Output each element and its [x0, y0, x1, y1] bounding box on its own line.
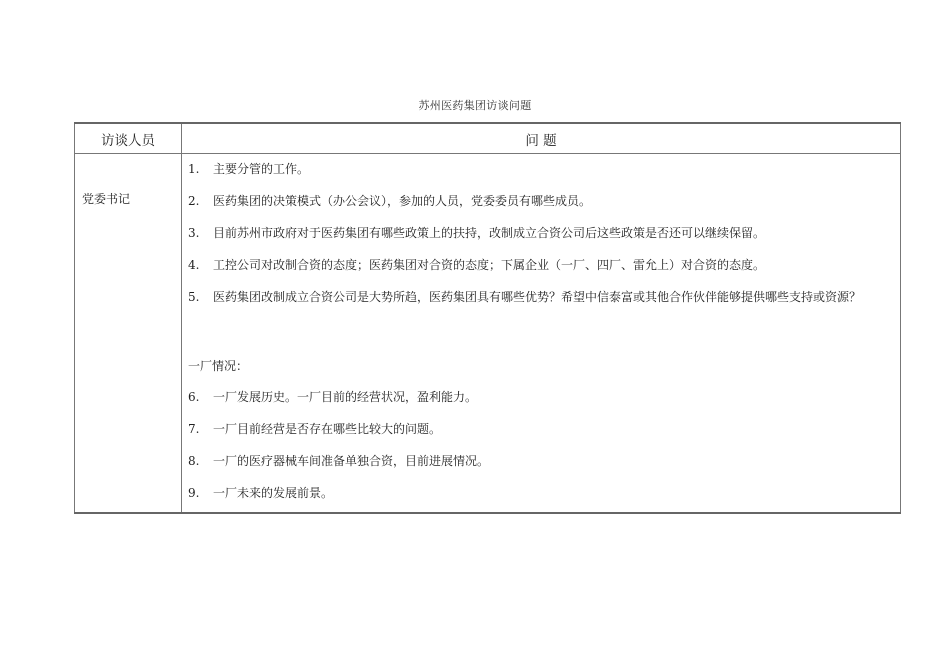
table-header-row — [75, 123, 901, 154]
question-item — [188, 256, 894, 274]
question-number: 2. — [188, 194, 200, 208]
question-number: 6. — [188, 390, 200, 404]
question-item — [188, 192, 894, 210]
header-question: 问 题 — [182, 123, 901, 154]
question-item — [188, 224, 894, 242]
question-item — [188, 484, 894, 502]
question-text: 一厂发展历史。一厂目前的经营状况，盈利能力。 — [213, 390, 478, 404]
questions-cell — [182, 154, 901, 514]
question-text: 一厂未来的发展前景。 — [213, 486, 334, 500]
question-text: 目前苏州市政府对于医药集团有哪些政策上的扶持，改制成立合资公司后这些政策是否还可以继续保留。 — [213, 226, 766, 240]
question-text: 一厂目前经营是否存在哪些比较大的问题。 — [213, 422, 442, 436]
question-text: 工控公司对改制合资的态度；医药集团对合资的态度；下属企业（一厂、四厂、雷允上）对合资的态度。 — [213, 258, 766, 272]
question-item — [188, 288, 894, 306]
interview-table — [74, 122, 901, 514]
question-number: 7. — [188, 422, 200, 436]
question-text: 医药集团的决策模式（办公会议），参加的人员，党委委员有哪些成员。 — [213, 194, 592, 208]
question-item — [188, 452, 894, 470]
question-text: 一厂的医疗器械车间准备单独合资，目前进展情况。 — [213, 454, 490, 468]
section-spacer — [188, 320, 894, 357]
document-title: 苏州医药集团访谈问题 — [418, 99, 532, 112]
question-number: 1. — [188, 162, 200, 176]
question-number: 5. — [188, 290, 200, 304]
section-label: 一厂情况： — [188, 359, 249, 373]
question-item — [188, 388, 894, 406]
question-number: 9. — [188, 486, 200, 500]
table-row — [75, 154, 901, 514]
question-text: 主要分管的工作。 — [213, 162, 310, 176]
question-number: 3. — [188, 226, 200, 240]
question-number: 8. — [188, 454, 200, 468]
question-text: 医药集团改制成立合资公司是大势所趋，医药集团具有哪些优势？希望中信泰富或其他合作伙伴能够提供哪些支持或资源？ — [213, 290, 862, 304]
question-number: 4. — [188, 258, 200, 272]
interviewee-cell: 党委书记 — [75, 154, 182, 514]
question-item — [188, 420, 894, 438]
question-item — [188, 160, 894, 178]
header-person: 访谈人员 — [75, 123, 182, 154]
